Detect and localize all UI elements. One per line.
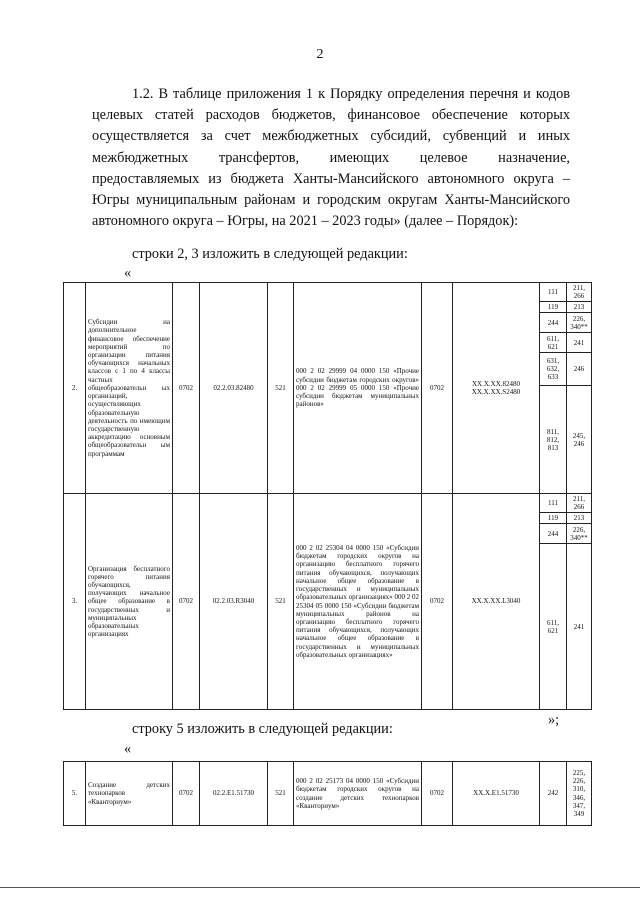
income-classification: 000 2 02 25304 04 0000 150 «Субсидии бюджетам городских округов на организацию бесплатного горячего питания обучающихся, получающих начальное общее образование в государственных и муниципальных образовательных организациях» 000 2 02 25304 05 0000 150 «Субсидии бюджетам муниципальных районов на организацию бесплатного горячего питания обучающихся, получающих начальное общее образование в государственных и муниципальных образовательных организациях»	[294, 494, 422, 710]
local-section-code: 0702	[422, 494, 453, 710]
kosgu-code: 211, 266	[567, 494, 591, 513]
expense-type: 611, 621	[540, 544, 567, 710]
expense-type: 244	[540, 524, 567, 544]
row-name: Субсидии на дополнительное финансовое обеспечение мероприятий по организации питания обучающихся начальных классов с 1 по 4 классы частных общеобразовательн ых организаций, осуществляющих образовательную деятельность по имеющим государственную аккредитацию основным общеобразовательн ым программам	[86, 283, 173, 494]
income-classification: 000 2 02 25173 04 0000 150 «Субсидии бюджетам городских округов на создание детских технопарков «Кванториум»	[294, 762, 422, 826]
expense-type: 811, 812, 813	[540, 386, 567, 494]
expense-type: 111	[540, 494, 567, 513]
expense-type: 611, 621	[540, 333, 567, 353]
expense-type: 244	[540, 313, 567, 333]
table-row	[64, 494, 592, 710]
kosgu-code: 213	[567, 513, 591, 524]
target-article-code: 02.2.E1.51730	[200, 762, 268, 826]
expense-type: 631, 632, 633	[540, 353, 567, 386]
local-section-code: 0702	[422, 762, 453, 826]
local-section-code: 0702	[422, 283, 453, 494]
page-number: 2	[316, 47, 324, 62]
grbs-code: 521	[268, 283, 294, 494]
row-number: 5.	[64, 762, 86, 826]
section-code: 0702	[173, 494, 200, 710]
row-number: 2.	[64, 283, 86, 494]
grbs-code: 521	[268, 762, 294, 826]
open-quote: «	[124, 265, 132, 281]
expense-type: 119	[540, 302, 567, 313]
open-quote: «	[124, 741, 132, 757]
row5-intro: строку 5 изложить в следующей редакции:	[132, 721, 393, 737]
kosgu-code: 245, 246	[572, 431, 586, 448]
kosgu-code: 225, 226, 310, 346, 347, 349	[567, 762, 592, 826]
income-classification: 000 2 02 29999 04 0000 150 «Прочие субсидии бюджетам городских округов» 000 2 02 29999 05 0000 150 «Прочие субсидии бюджетам муниципальных районов»	[294, 283, 422, 494]
local-target-article-code: XX.X.XX.82480 XX.X.XX.S2480	[453, 283, 540, 494]
local-target-article-code: XX.X.E1.51730	[453, 762, 540, 826]
local-target-article-code: XX.X.XX.L3040	[453, 494, 540, 710]
close-quote: »;	[548, 712, 560, 728]
section-code: 0702	[173, 283, 200, 494]
target-article-code: 02.2.03.82480	[200, 283, 268, 494]
expense-type: 242	[540, 762, 567, 826]
subsidy-table-rows-2-3	[63, 282, 592, 710]
subsidy-table-row-5	[63, 761, 592, 826]
expense-type: 111	[540, 283, 567, 302]
expense-codes	[540, 494, 592, 710]
page-bottom-rule	[0, 887, 640, 888]
kosgu-code: 241	[567, 333, 591, 353]
table-row	[64, 283, 592, 494]
row-name: Организация бесплатного горячего питания обучающихся, получающих начальное общее образование в государственных и муниципальных образовательных организациях	[86, 494, 173, 710]
expense-type: 119	[540, 513, 567, 524]
amendment-paragraph: 1.2. В таблице приложения 1 к Порядку определения перечня и кодов целевых статей расходов бюджетов, финансовое обеспечение которых осуществляется за счет межбюджетных субсидий, субвенций и иных межбюджетных трансфертов, имеющих целевое назначение, предоставляемых из бюджета Ханты-Мансийского автономного округа – Югры муниципальным районам и городским округам Ханты-Мансийского автономного округа – Югры, на 2021 – 2023 годы» (далее – Порядок):	[92, 86, 570, 230]
kosgu-code: 226, 340**	[567, 524, 591, 544]
expense-codes	[540, 283, 592, 494]
kosgu-code: 241	[573, 622, 585, 631]
kosgu-code: 226, 340**	[567, 313, 591, 333]
row-name: Создание детских технопарков «Кванториум»	[86, 762, 173, 826]
target-article-code: 02.2.03.R3040	[200, 494, 268, 710]
section-code: 0702	[173, 762, 200, 826]
kosgu-code: 246	[567, 353, 591, 386]
rows-2-3-intro: строки 2, 3 изложить в следующей редакции:	[132, 246, 408, 262]
kosgu-code: 211, 266	[567, 283, 591, 302]
kosgu-code: 213	[567, 302, 591, 313]
table-row	[64, 762, 592, 826]
grbs-code: 521	[268, 494, 294, 710]
row-number: 3.	[64, 494, 86, 710]
